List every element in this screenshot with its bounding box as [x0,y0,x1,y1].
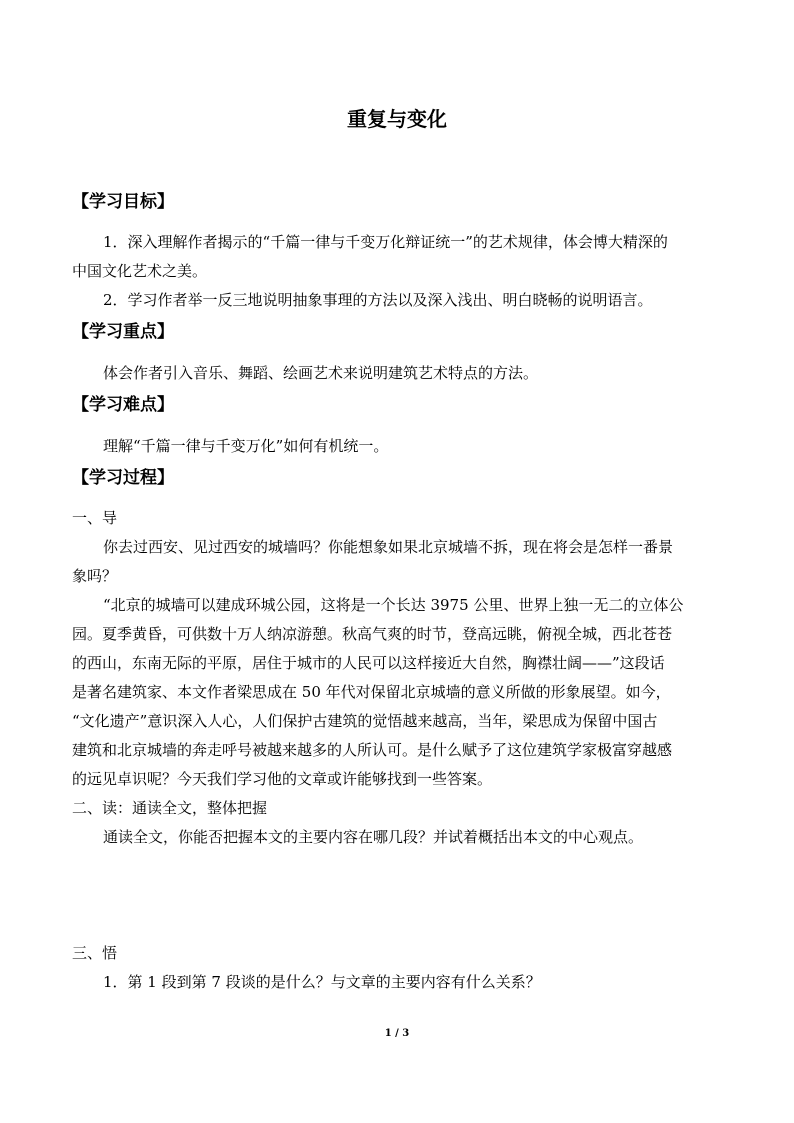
part-1-title: 一、导 [72,509,118,527]
key-points-text: 体会作者引入音乐、舞蹈、绘画艺术来说明建筑艺术特点的方法。 [103,364,539,382]
heading-difficulties: 【学习难点】 [72,395,174,415]
part-3-title: 三、悟 [72,944,118,962]
part-1-question-line-1: 你去过西安、见过西安的城墙吗？你能想象如果北京城墙不拆，现在将会是怎样一番景 [103,538,674,556]
difficulties-text: 理解“千篇一律与千变万化”如何有机统一。 [103,437,389,455]
part-1-question-line-2: 象吗？ [72,567,118,585]
objective-item-1-line-1: 1．深入理解作者揭示的“千篇一律与千变万化辩证统一”的艺术规律，体会博大精深的 [103,233,668,251]
page-number: 1 / 3 [384,1028,410,1039]
part-1-paragraph-line-7: 的远见卓识呢？今天我们学习他的文章或许能够找到一些答案。 [72,770,493,788]
part-1-paragraph-line-5: “文化遗产”意识深入人心，人们保护古建筑的觉悟越来越高，当年，梁思成为保留中国古 [72,712,658,730]
part-2-title: 二、读：通读全文，整体把握 [72,799,268,817]
part-3-question-1: 1．第 1 段到第 7 段谈的是什么？与文章的主要内容有什么关系？ [103,973,541,991]
document-title: 重复与变化 [347,107,447,131]
heading-objectives: 【学习目标】 [72,192,174,212]
part-1-paragraph-line-2: 园。夏季黄昏，可供数十万人纳凉游憩。秋高气爽的时节，登高远眺，俯视全城，西北苍苍 [72,625,673,643]
objective-item-1-line-2: 中国文化艺术之美。 [72,262,208,280]
part-2-text: 通读全文，你能否把握本文的主要内容在哪几段？并试着概括出本文的中心观点。 [103,828,644,846]
part-1-paragraph-line-6: 建筑和北京城墙的奔走呼号被越来越多的人所认可。是什么赋予了这位建筑学家极富穿越感 [72,741,673,759]
part-1-paragraph-line-1: “北京的城墙可以建成环城公园，这将是一个长达 3975 公里、世界上独一无二的立体公 [103,596,684,614]
heading-key-points: 【学习重点】 [72,322,174,342]
heading-process: 【学习过程】 [72,468,174,488]
objective-item-2: 2．学习作者举一反三地说明抽象事理的方法以及深入浅出、明白晓畅的说明语言。 [103,291,653,309]
part-1-paragraph-line-3: 的西山，东南无际的平原，居住于城市的人民可以这样接近大自然，胸襟壮阔——”这段话 [72,654,665,672]
part-1-paragraph-line-4: 是著名建筑家、本文作者梁思成在 50 年代对保留北京城墙的意义所做的形象展望。如今， [72,683,671,701]
